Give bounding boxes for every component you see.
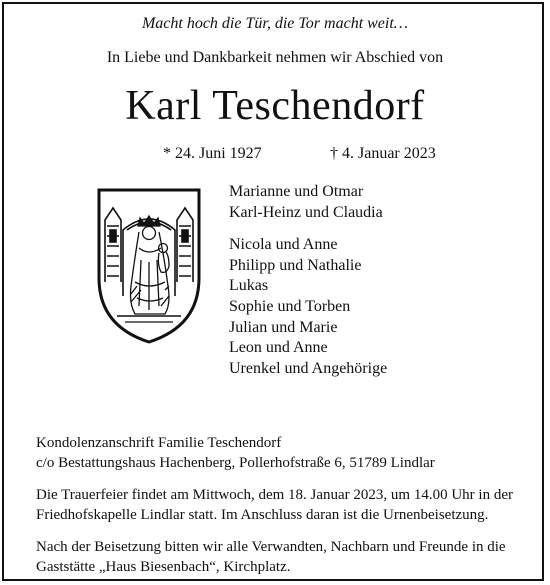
deceased-name: Karl Teschendorf <box>125 83 425 129</box>
mourners-list <box>229 182 387 391</box>
mourner-line: Nicola und Anne <box>229 236 338 254</box>
intro-line: In Liebe und Dankbarkeit nehmen wir Abschied von <box>106 49 444 66</box>
funeral-line: Friedhofskapelle Lindlar statt. Im Anschluss daran ist die Urnenbeisetzung. <box>36 507 489 523</box>
coat-of-arms-icon <box>95 186 203 346</box>
mourner-line: Leon und Anne <box>229 339 328 357</box>
condolence-address <box>36 433 516 473</box>
gathering-info <box>36 537 516 577</box>
gathering-line: Gaststätte „Haus Biesenbach“, Kirchplatz. <box>36 559 291 575</box>
birth-date: * 24. Juni 1927 <box>163 145 262 162</box>
death-date: † 4. Januar 2023 <box>330 145 436 162</box>
funeral-info <box>36 485 516 525</box>
mourner-line: Marianne und Otmar <box>229 183 364 200</box>
condolence-line: c/o Bestattungshaus Hachenberg, Pollerhofstraße 6, 51789 Lindlar <box>36 455 435 471</box>
mourner-line: Sophie und Torben <box>229 297 351 315</box>
mourner-line: Julian und Marie <box>229 318 338 336</box>
motto: Macht hoch die Tür, die Tor macht weit… <box>141 15 409 32</box>
mourners-group-grandchildren <box>229 235 387 379</box>
condolence-line: Kondolenzanschrift Familie Teschendorf <box>36 435 282 451</box>
mourner-line: Lukas <box>229 277 269 295</box>
funeral-line: Die Trauerfeier findet am Mittwoch, dem 18. Januar 2023, um 14.00 Uhr in der <box>36 487 513 503</box>
mourners-group-children <box>229 182 387 223</box>
mourner-line: Philipp und Nathalie <box>229 256 362 274</box>
gathering-line: Nach der Beisetzung bitten wir alle Verwandten, Nachbarn und Freunde in die <box>36 539 506 555</box>
mourner-line: Karl-Heinz und Claudia <box>229 203 383 221</box>
mourner-line: Urenkel und Angehörige <box>229 359 388 377</box>
